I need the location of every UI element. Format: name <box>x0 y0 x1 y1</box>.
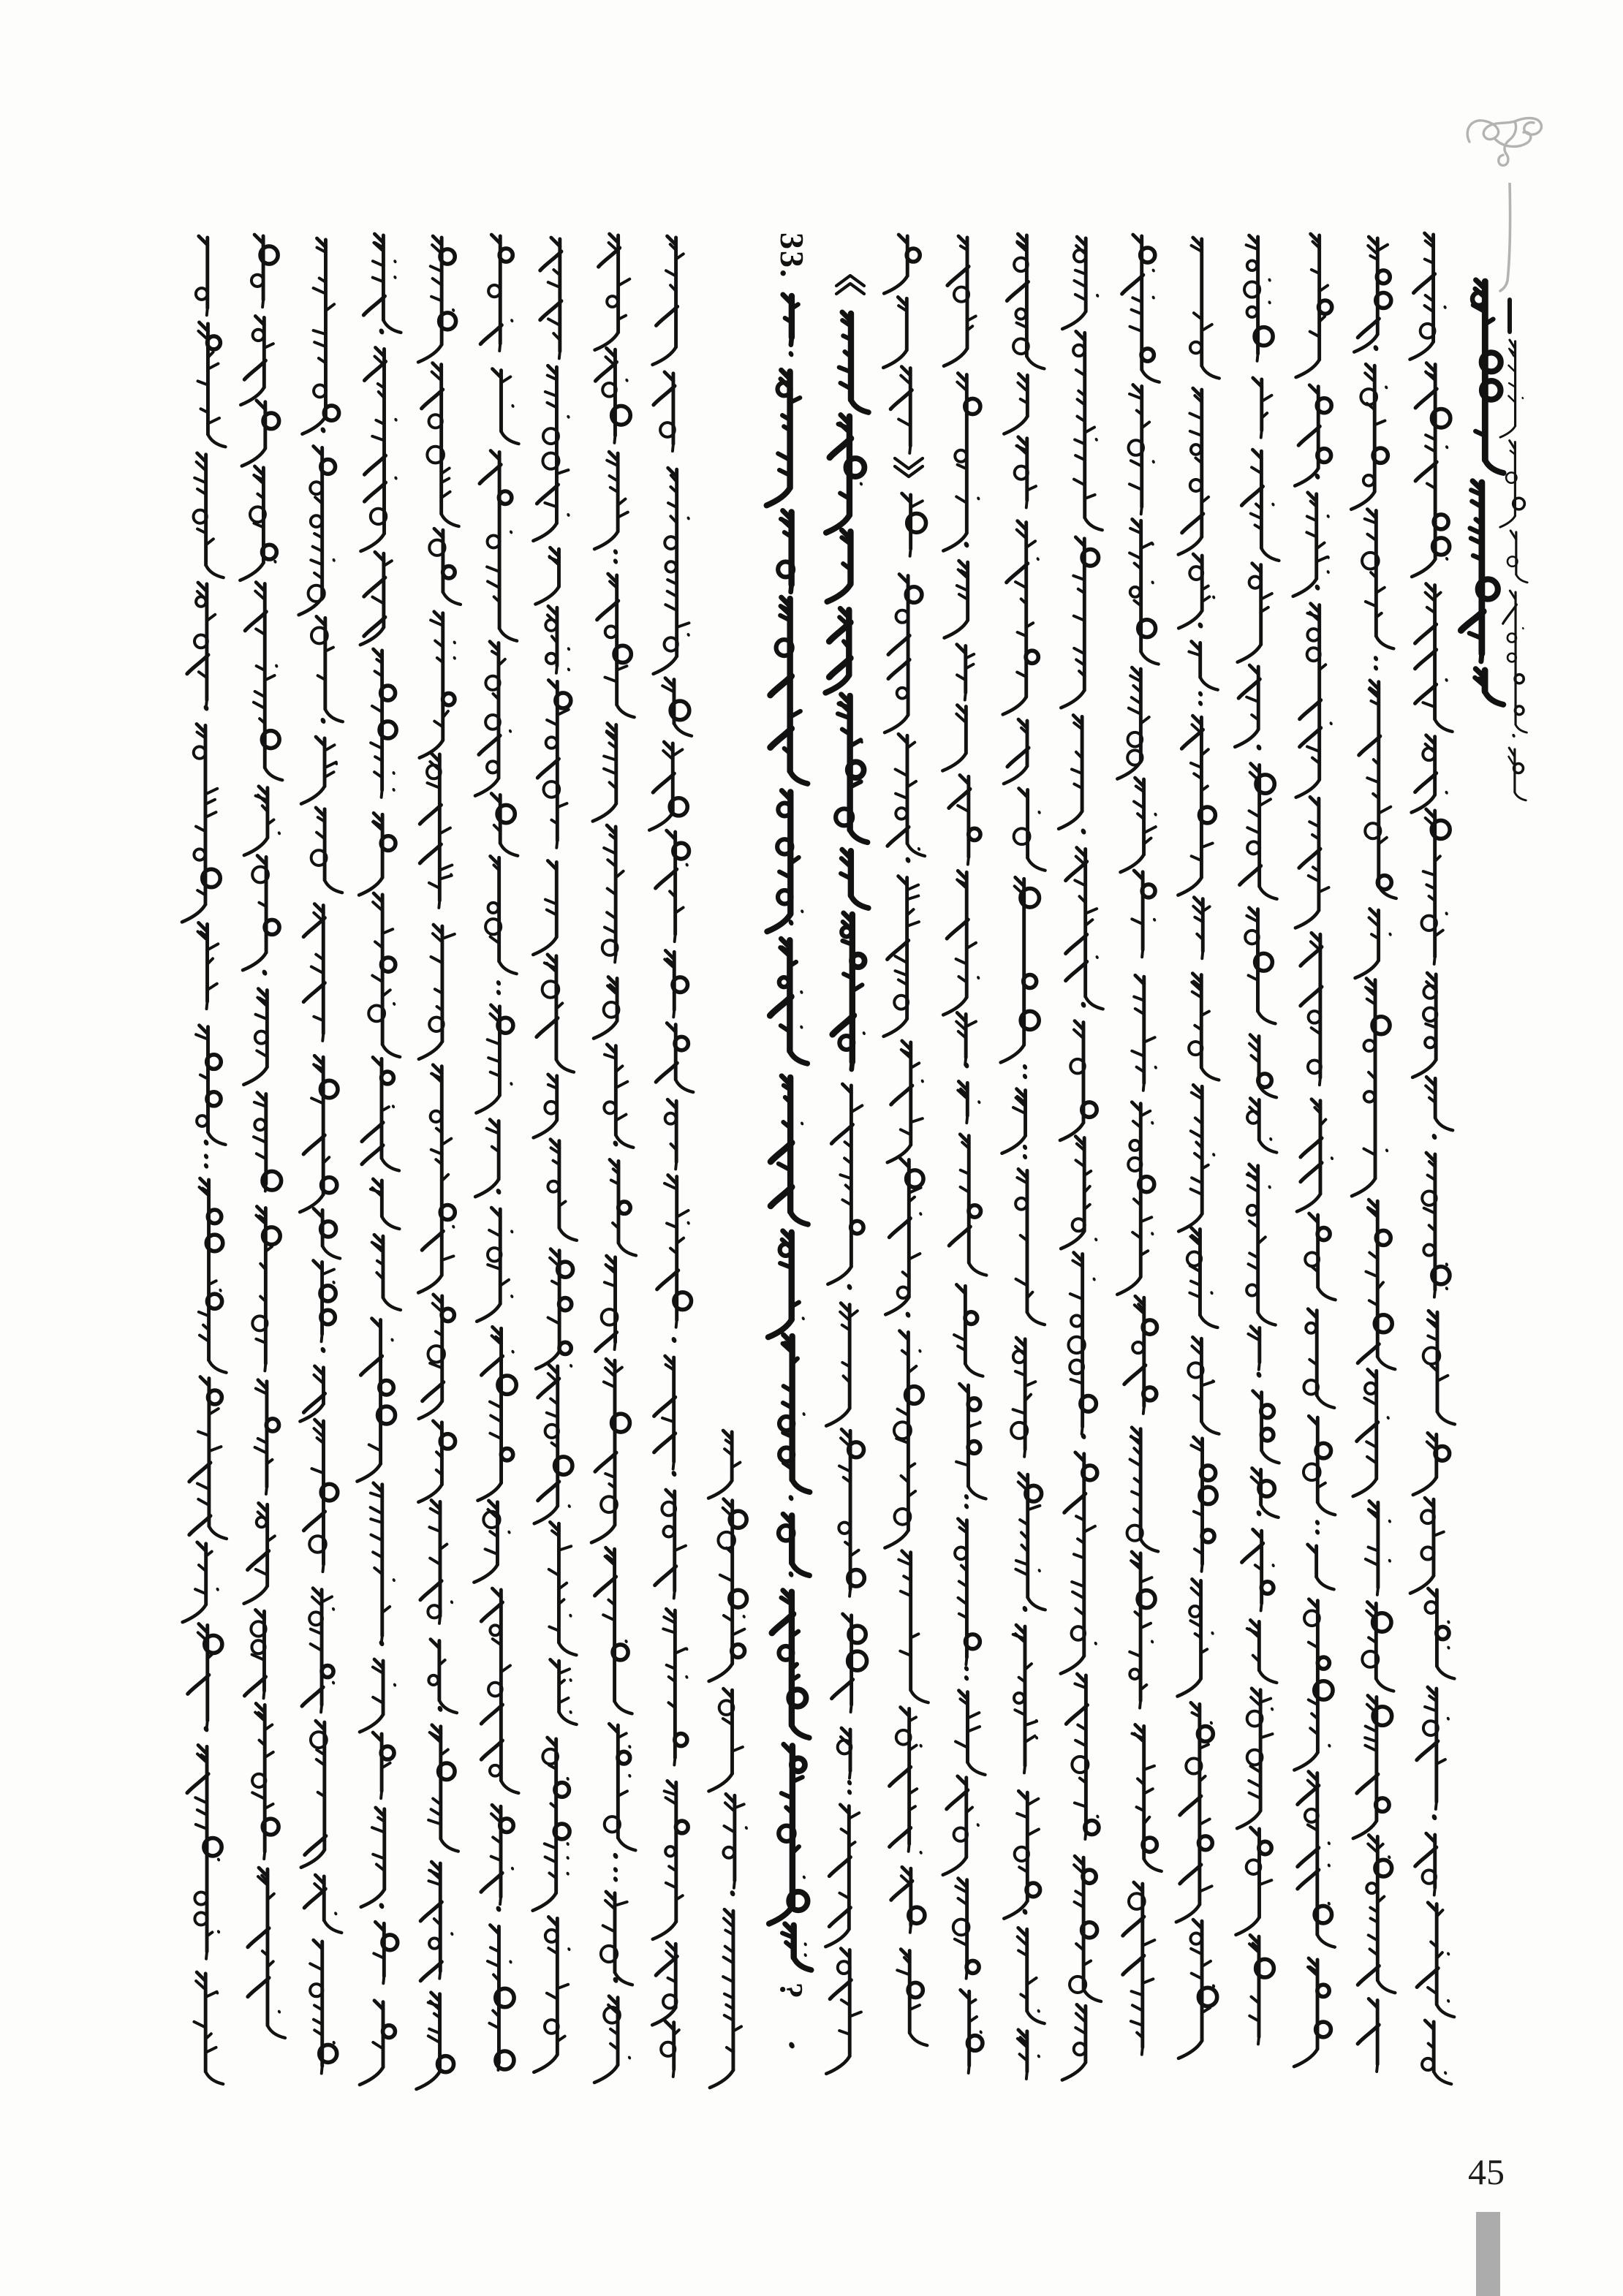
page-edge-bar <box>1476 2212 1500 2296</box>
script-column <box>1388 178 1483 2175</box>
section-number-label: 33. <box>773 232 811 279</box>
script-column <box>1484 285 1545 896</box>
page-number: 45 <box>1468 2151 1505 2192</box>
calligraphic-flourish-icon <box>1459 108 1562 189</box>
question-mark-label: ? <box>773 1982 809 1998</box>
